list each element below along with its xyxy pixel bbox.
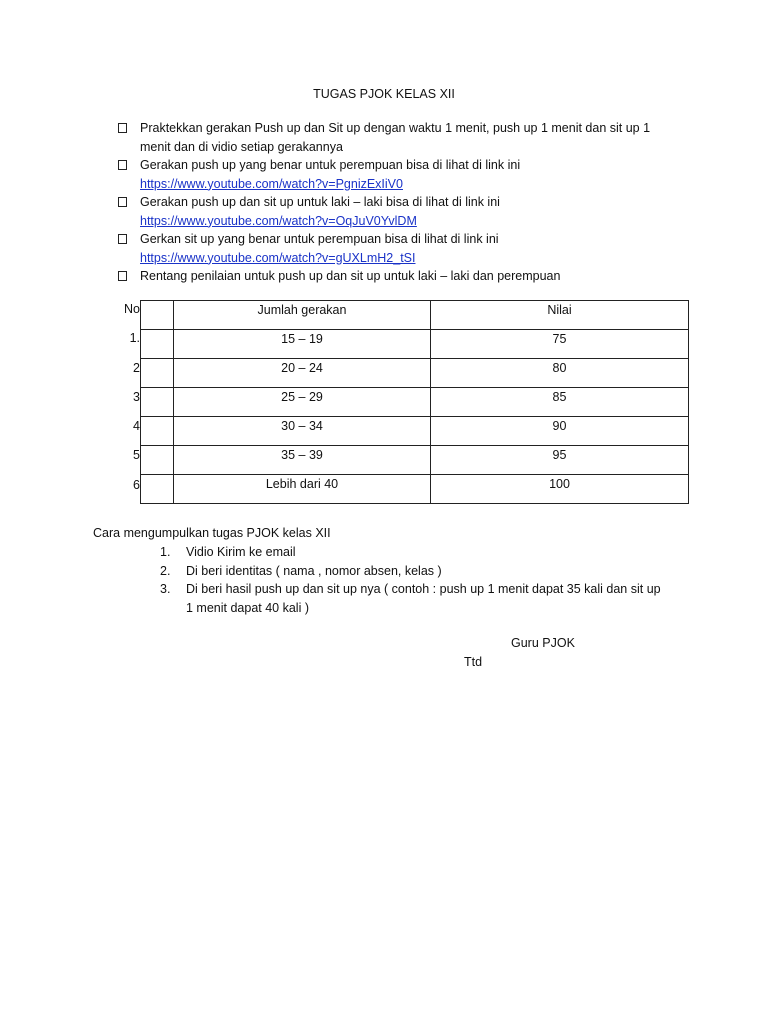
row-number-column: [118, 300, 140, 505]
task-text: Gerkan sit up yang benar untuk perempuan bisa di lihat di link ini: [140, 232, 499, 246]
youtube-link[interactable]: https://www.youtube.com/watch?v=OqJuV0YvlDM: [140, 213, 417, 228]
table-row: [141, 359, 689, 388]
document-title: TUGAS PJOK KELAS XII: [313, 87, 455, 101]
nilai-cell: 100: [549, 477, 570, 491]
header-no: No: [124, 302, 140, 316]
header-jumlah: Jumlah gerakan: [257, 303, 347, 317]
step-item: [160, 543, 670, 562]
row-number: 6: [133, 477, 140, 492]
submission-steps: [160, 543, 670, 617]
row-number: 1.: [129, 331, 140, 346]
step-text: Di beri hasil push up dan sit up nya ( contoh : push up 1 menit dapat 35 kali dan sit up 1 menit dapat 40 kali ): [186, 582, 661, 615]
task-text: Rentang penilaian untuk push up dan sit up untuk laki – laki dan perempuan: [140, 269, 561, 283]
table-row: [141, 475, 689, 504]
task-item: [118, 156, 678, 193]
task-list: [118, 119, 678, 286]
nilai-cell: 90: [552, 419, 567, 433]
step-number: 2.: [160, 563, 171, 578]
row-number: 4: [133, 419, 140, 434]
task-item: [118, 230, 678, 267]
row-number: 3: [133, 389, 140, 404]
checkbox-bullet-icon: [118, 123, 127, 133]
checkbox-bullet-icon: [118, 160, 127, 170]
youtube-link[interactable]: https://www.youtube.com/watch?v=gUXLmH2_tSI: [140, 250, 416, 265]
task-text: Praktekkan gerakan Push up dan Sit up dengan waktu 1 menit, push up 1 menit dan sit up 1 menit dan di vidio setiap gerakannya: [140, 121, 651, 154]
step-number: 1.: [160, 545, 171, 559]
row-number: 5: [133, 448, 140, 463]
signature-label: Ttd: [464, 655, 483, 669]
teacher-role: Guru PJOK: [511, 636, 575, 650]
table-row: [141, 388, 689, 417]
table-row: [141, 330, 689, 359]
step-text: Vidio Kirim ke email: [186, 545, 296, 559]
jumlah-cell: 30 – 34: [281, 419, 323, 433]
header-nilai: Nilai: [547, 303, 572, 317]
checkbox-bullet-icon: [118, 271, 127, 281]
jumlah-cell: 20 – 24: [281, 361, 323, 375]
nilai-cell: 80: [552, 361, 567, 375]
jumlah-cell: Lebih dari 40: [265, 477, 339, 491]
checkbox-bullet-icon: [118, 234, 127, 244]
youtube-link[interactable]: https://www.youtube.com/watch?v=PgnizExIiV0: [140, 176, 403, 191]
jumlah-cell: 35 – 39: [281, 448, 323, 462]
table-header-row: [141, 301, 689, 330]
task-item: [118, 119, 678, 156]
table-row: [141, 417, 689, 446]
table-row: [141, 446, 689, 475]
step-text: Di beri identitas ( nama , nomor absen, kelas ): [186, 563, 442, 578]
checkbox-bullet-icon: [118, 197, 127, 207]
task-item: [118, 267, 678, 286]
jumlah-cell: 25 – 29: [281, 390, 323, 404]
jumlah-cell: 15 – 19: [281, 332, 323, 346]
task-item: [118, 193, 678, 230]
task-text: Gerakan push up dan sit up untuk laki – laki bisa di lihat di link ini: [140, 195, 500, 209]
nilai-cell: 75: [552, 332, 567, 346]
score-table: [140, 300, 689, 504]
nilai-cell: 95: [552, 448, 567, 462]
step-number: 3.: [160, 582, 171, 596]
step-item: [160, 580, 670, 617]
step-item: [160, 562, 670, 581]
task-text: Gerakan push up yang benar untuk perempuan bisa di lihat di link ini: [140, 158, 521, 172]
row-number: 2: [133, 360, 140, 375]
nilai-cell: 85: [552, 390, 567, 404]
submission-heading: Cara mengumpulkan tugas PJOK kelas XII: [93, 526, 331, 540]
